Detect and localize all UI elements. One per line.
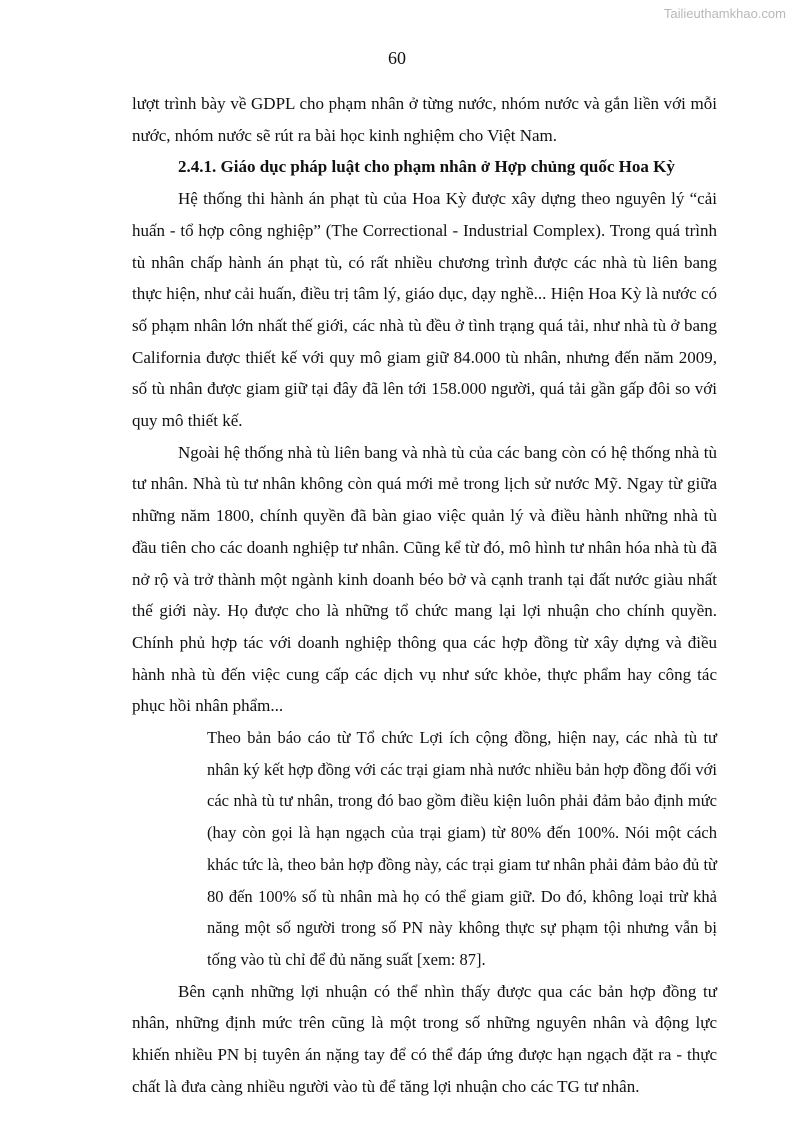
- paragraph-correctional-system: Hệ thống thi hành án phạt tù của Hoa Kỳ được xây dựng theo nguyên lý “cải huấn - tổ hợp công nghiệp” (The Correctional - Industrial Complex). Trong quá trình tù nhân chấp hành án phạt tù, có rất nhiều chương trình được các nhà tù liên bang thực hiện, như cải huấn, điều trị tâm lý, giáo dục, dạy nghề... Hiện Hoa Kỳ là nước có số phạm nhân lớn nhất thế giới, các nhà tù đều ở tình trạng quá tải, như nhà tù ở bang California được thiết kế với quy mô giam giữ 84.000 tù nhân, nhưng đến năm 2009, số tù nhân được giam giữ tại đây đã lên tới 158.000 người, quá tải gần gấp đôi so với quy mô thiết kế.: [132, 189, 717, 431]
- paragraph-continuation: lượt trình bày về GDPL cho phạm nhân ở từng nước, nhóm nước và gắn liền với mỗi nước, nhóm nước sẽ rút ra bài học kinh nghiệm cho Việt Nam.: [132, 94, 717, 145]
- paragraph-quota-motives: Bên cạnh những lợi nhuận có thể nhìn thấy được qua các bản hợp đồng tư nhân, những định mức trên cũng là một trong số những nguyên nhân và động lực khiến nhiều PN bị tuyên án nặng tay để có thể đáp ứng được hạn ngạch đặt ra - thực chất là đưa càng nhiều người vào tù để tăng lợi nhuận cho các TG tư nhân.: [132, 981, 717, 1096]
- document-body: [132, 88, 717, 1103]
- page-number: 60: [388, 48, 406, 68]
- paragraph-private-prisons: Ngoài hệ thống nhà tù liên bang và nhà tù của các bang còn có hệ thống nhà tù tư nhân. Nhà tù tư nhân không còn quá mới mẻ trong lịch sử nước Mỹ. Ngay từ giữa những năm 1800, chính quyền đã bàn giao việc quản lý và điều hành những nhà tù đầu tiên cho các doanh nghiệp tư nhân. Cũng kể từ đó, mô hình tư nhân hóa nhà tù đã nở rộ và trở thành một ngành kinh doanh béo bở và cạnh tranh tại đất nước giàu nhất thế giới này. Họ được cho là những tổ chức mang lại lợi nhuận cho chính quyền. Chính phủ hợp tác với doanh nghiệp thông qua các hợp đồng từ xây dựng và điều hành nhà tù đến việc cung cấp các dịch vụ như sức khỏe, thực phẩm hay công tác phục hồi nhân phẩm...: [132, 442, 717, 716]
- block-quote: Theo bản báo cáo từ Tổ chức Lợi ích cộng đồng, hiện nay, các nhà tù tư nhân ký kết hợp đồng với các trại giam nhà nước nhiều bản hợp đồng đối với các nhà tù tư nhân, trong đó bao gồm điều kiện luôn phải đảm bảo định mức (hay còn gọi là hạn ngạch của trại giam) từ 80% đến 100%. Nói một cách khác tức là, theo bản hợp đồng này, các trại giam tư nhân phải đảm bảo đủ từ 80 đến 100% số tù nhân mà họ có thể giam giữ. Do đó, không loại trừ khả năng một số người trong số PN này không thực sự phạm tội nhưng vẫn bị tống vào tù chỉ để đủ năng suất [xem: 87].: [207, 728, 717, 969]
- section-heading: 2.4.1. Giáo dục pháp luật cho phạm nhân ở Hợp chủng quốc Hoa Kỳ: [178, 157, 675, 177]
- watermark: Tailieuthamkhao.com: [663, 6, 786, 21]
